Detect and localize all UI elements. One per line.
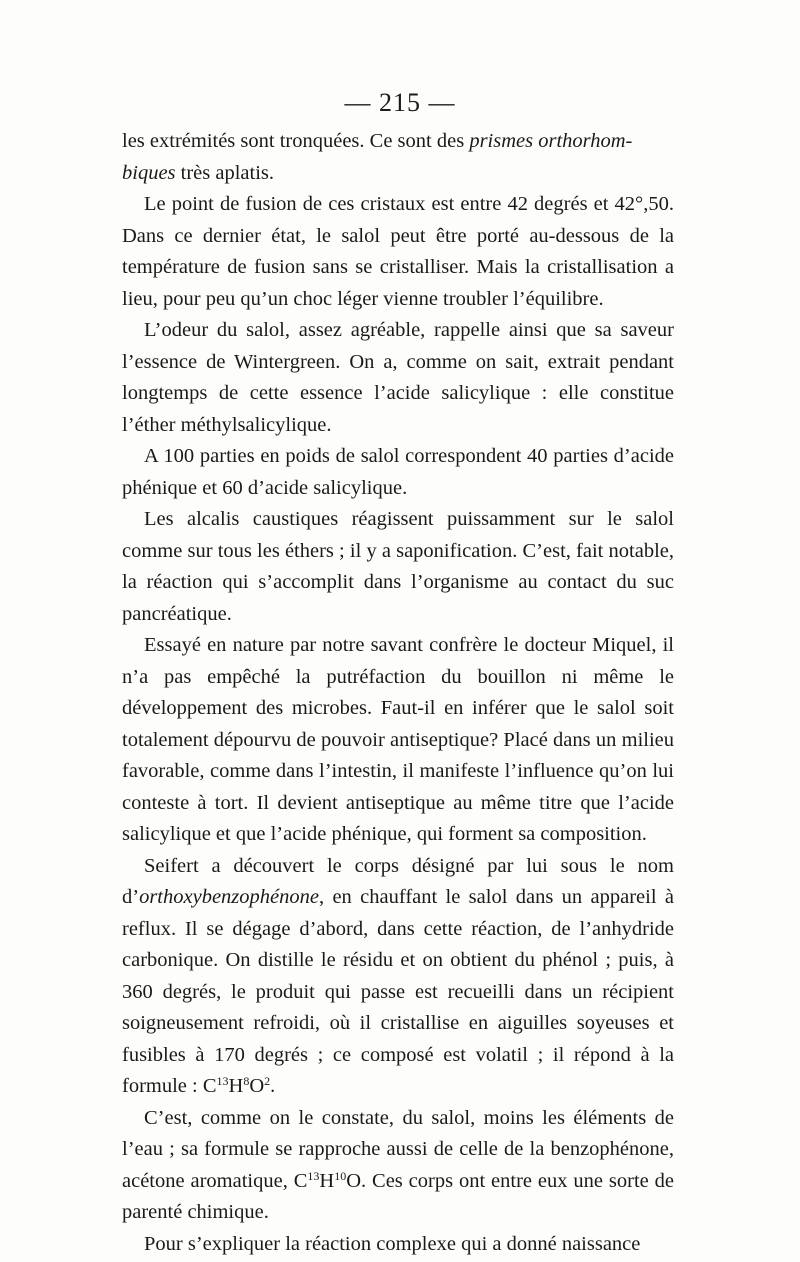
italic-term: prismes orthorhom- [469, 130, 633, 152]
paragraph [122, 504, 674, 630]
text-run: Le point de fusion de ces cristaux est entre 42 degrés et 42°,50. Dans ce dernier état, le salol peut être porté au-dessous de la température de fusion sans se cristalliser. Mais la cristallisation a lieu, pour peu qu’un choc léger vienne troubler l’équilibre. [122, 193, 674, 310]
paragraph [122, 126, 674, 189]
body-text [122, 126, 674, 1260]
paragraph [122, 1229, 674, 1261]
paragraph [122, 189, 674, 315]
paragraph [122, 630, 674, 851]
formula-subscript: 13 [216, 1074, 229, 1088]
text-run: les extrémités sont tronquées. Ce sont des [122, 130, 470, 152]
text-run: L’odeur du salol, assez agréable, rappelle ainsi que sa saveur l’essence de Wintergreen. On a, comme on sait, extrait pendant longtemps de cette essence l’acide salicylique : elle constitue l’éther méthylsalicylique. [122, 319, 674, 436]
paragraph [122, 851, 674, 1103]
italic-term: biques [122, 161, 176, 184]
text-run: très aplatis. [175, 161, 275, 184]
text-run: , en chauffant le salol dans un appareil à reflux. Il se dégage d’abord, dans cette réaction, de l’anhydride carbonique. On distille le résidu et on obtient du phénol ; puis, à 360 degrés, le produit qui passe est recueilli dans un récipient soigneusement refroidi, où il cristallise en aiguilles soyeuses et fusibles à 170 degrés ; ce composé est volatil ; il répond à la formule : C [122, 886, 674, 1097]
paragraph [122, 441, 674, 504]
text-run: Seifert a découvert le corps désigné par lui sous le nom d’ [122, 854, 674, 908]
text-run: C’est, comme on le constate, du salol, moins les éléments de l’eau ; sa formule se rapproche aussi de celle de la benzophénone, acétone aromatique, C [122, 1106, 674, 1192]
page-number: — 215 — [344, 88, 456, 117]
formula-subscript: 2 [264, 1074, 271, 1088]
paragraph [122, 1103, 674, 1229]
text-run: H [228, 1075, 244, 1097]
text-run: Les alcalis caustiques réagissent puissamment sur le salol comme sur tous les éthers ; il y a saponification. C’est, fait notable, la réaction qui s’accomplit dans l’organisme au contact du suc pancréatique. [122, 508, 674, 625]
text-run: Essayé en nature par notre savant confrère le docteur Miquel, il n’a pas empêché la putréfaction du bouillon ni même le développement des microbes. Faut-il en inférer que le salol soit totalement dépourvu de pouvoir antiseptique? Placé dans un milieu favorable, comme dans l’intestin, il manifeste l’influence qu’on lui conteste à tort. Il devient antiseptique au même titre que l’acide salicylique et que l’acide phénique, qui forment sa composition. [122, 634, 674, 845]
text-run: O [249, 1075, 265, 1097]
text-run: O. Ces corps ont entre eux une sorte de parenté chimique. [122, 1169, 674, 1223]
formula-subscript: 10 [334, 1168, 347, 1183]
formula-subscript: 13 [307, 1168, 320, 1183]
text-run: Pour s’expliquer la réaction complexe qui a donné naissance [144, 1232, 641, 1255]
italic-term: orthoxybenzophénone [139, 886, 319, 908]
paragraph [122, 315, 674, 441]
text-run: A 100 parties en poids de salol correspondent 40 parties d’acide phénique et 60 d’acide salicylique. [122, 445, 674, 499]
text-run: . [270, 1075, 276, 1097]
formula-subscript: 8 [243, 1074, 250, 1088]
text-run: H [319, 1169, 335, 1192]
